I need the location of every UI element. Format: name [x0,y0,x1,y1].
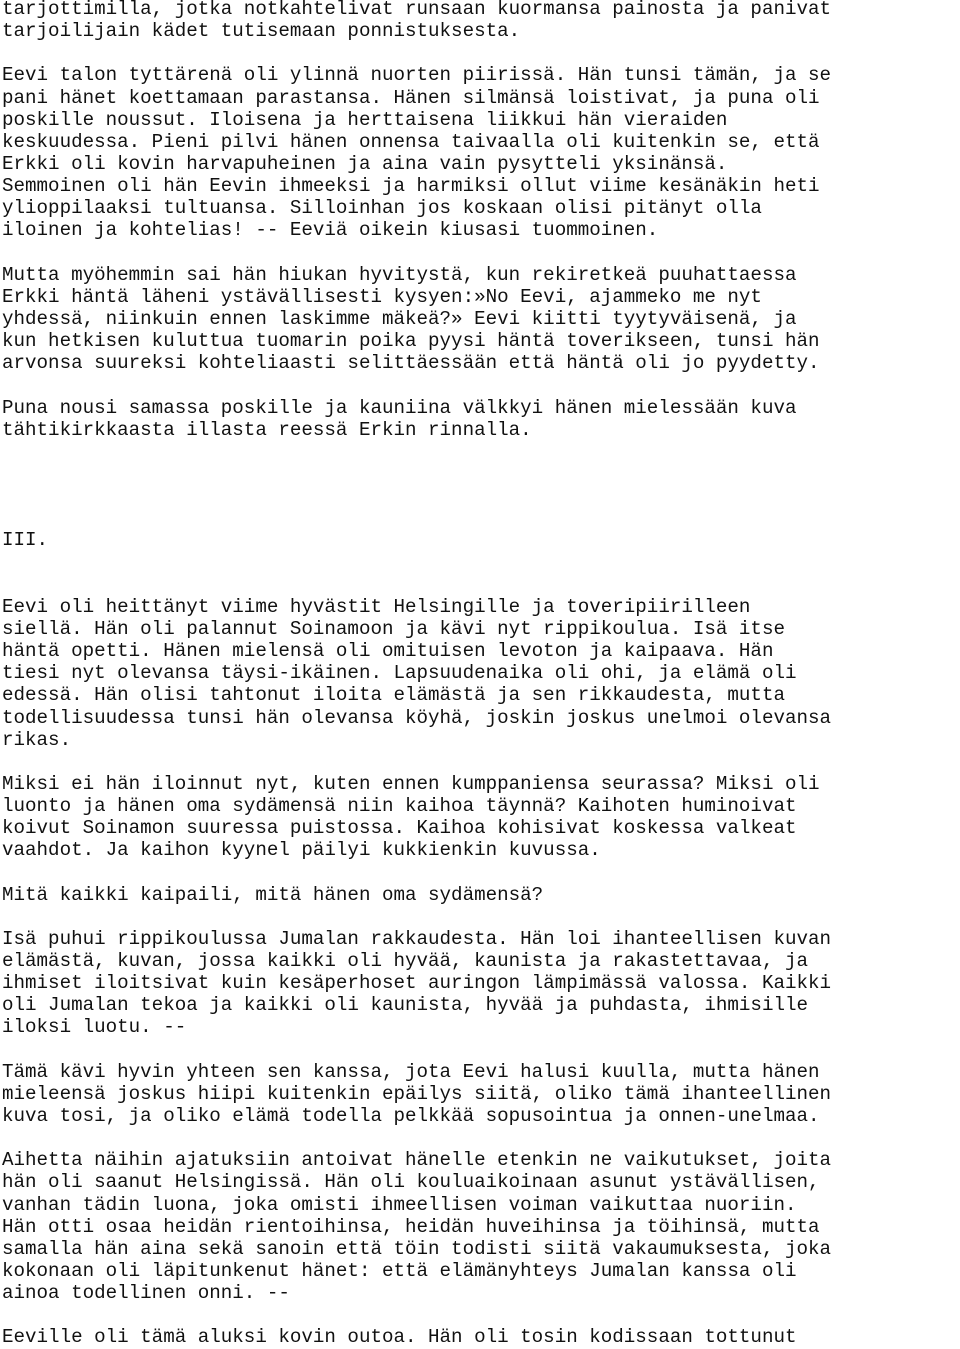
text-line: kokonaan oli läpitunkenut hänet: että elämänyhteys Jumalan kanssa oli [2,1260,797,1283]
text-line: edessä. Hän olisi tahtonut iloita elämästä ja sen rikkaudesta, mutta [2,684,785,707]
blank-line [2,374,960,396]
text-line: pani hänet koettamaan parastansa. Hänen silmänsä loistivat, ja puna oli [2,86,820,109]
text-line: Isä puhui rippikoulussa Jumalan rakkaudesta. Hän loi ihanteellisen kuvan [2,927,832,950]
blank-line [2,1127,960,1149]
text-line: Mitä kaikki kaipaili, mitä hänen oma sydämensä? [2,883,544,906]
text-line: tähtikirkkaasta illasta reessä Erkin rinnalla. [2,418,532,441]
text-line: keskuudessa. Pieni pilvi hänen onnensa taivaalla oli kuitenkin se, että [2,130,820,153]
text-line: vaahdot. Ja kaihon kyynel päilyi kukkienkin kuvussa. [2,839,601,862]
text-line: Hän otti osaa heidän rientoihinsa, heidän huveihinsa ja töihinsä, mutta [2,1215,820,1238]
text-line: Eeville oli tämä aluksi kovin outoa. Hän oli tosin kodissaan tottunut [2,1326,797,1349]
blank-line [2,42,960,64]
text-line: Puna nousi samassa poskille ja kauniina välkkyi hänen mielessään kuva [2,396,797,419]
blank-line [2,552,960,574]
blank-line [2,463,960,485]
text-line: Semmoinen oli hän Eevin ihmeeksi ja harmiksi ollut viime kesänäkin heti [2,175,820,198]
blank-line [2,751,960,773]
text-line: poskille noussut. Iloisena ja herttaisena liikkui hän vieraiden [2,108,728,131]
text-line: vanhan tädin luona, joka omisti ihmeellisen voiman vaikuttaa nuoriin. [2,1193,797,1216]
blank-line [2,1304,960,1326]
blank-line [2,861,960,883]
text-line: ihmiset iloitsivat kuin kesäperhoset auringon lämpimässä valossa. Kaikki [2,972,832,995]
text-line: rikas. [2,728,72,751]
text-line: Miksi ei hän iloinnut nyt, kuten ennen kumppaniensa seurassa? Miksi oli [2,772,820,795]
text-line: kun hetkisen kuluttua tuomarin poika pyysi häntä toverikseen, tunsi hän [2,330,820,353]
blank-line [2,507,960,529]
text-line: samalla hän aina sekä sanoin että töin todisti siitä vakaumuksesta, joka [2,1237,832,1260]
text-line: hän oli saanut Helsingissä. Hän oli kouluaikoinaan asunut ystävällisen, [2,1171,820,1194]
blank-line [2,441,960,463]
document-text-body [2,0,960,1349]
text-line: tarjoilijain kädet tutisemaan ponnistuksesta. [2,20,521,43]
text-line: Erkki oli kovin harvapuheinen ja aina vain pysytteli yksinänsä. [2,152,728,175]
text-line: iloinen ja kohtelias! -- Eeviä oikein kiusasi tuommoinen. [2,219,659,242]
blank-line [2,574,960,596]
text-line: iloksi luotu. -- [2,1016,187,1039]
text-line: koivut Soinamon suuressa puistossa. Kaihoa kohisivat koskessa valkeat [2,817,797,840]
blank-line [2,242,960,264]
text-line: Eevi oli heittänyt viime hyvästit Helsingille ja toveripiirilleen [2,595,751,618]
text-line: häntä opetti. Hänen mielensä oli omituisen levoton ja kaipaava. Hän [2,640,774,663]
text-line: tiesi nyt olevansa täysi-ikäinen. Lapsuudenaika oli ohi, ja elämä oli [2,662,797,685]
text-line: yhdessä, niinkuin ennen laskimme mäkeä?» Eevi kiitti tyytyväisenä, ja [2,307,797,330]
text-line: Erkki häntä läheni ystävällisesti kysyen:»No Eevi, ajammeko me nyt [2,285,762,308]
text-line: Tämä kävi hyvin yhteen sen kanssa, jota Eevi halusi kuulla, mutta hänen [2,1060,820,1083]
text-line: mieleensä joskus hiipi kuitenkin epäilys siitä, oliko tämä ihanteellinen [2,1082,832,1105]
text-line: oli Jumalan tekoa ja kaikki oli kaunista, hyvää ja puhdasta, ihmisille [2,994,809,1017]
text-line: ylioppilaaksi tultuansa. Silloinhan jos koskaan olisi pitänyt olla [2,197,762,220]
text-line: Aihetta näihin ajatuksiin antoivat hänelle etenkin ne vaikutukset, joita [2,1149,832,1172]
blank-line [2,906,960,928]
text-line: Mutta myöhemmin sai hän hiukan hyvitystä, kun rekiretkeä puuhattaessa [2,263,797,286]
text-line: todellisuudessa tunsi hän olevansa köyhä, joskin joskus unelmoi olevansa [2,706,832,729]
text-line: Eevi talon tyttärenä oli ylinnä nuorten piirissä. Hän tunsi tämän, ja se [2,64,832,87]
text-line: III. [2,529,49,552]
blank-line [2,485,960,507]
text-line: luonto ja hänen oma sydämensä niin kaihoa täynnä? Kaihoten huminoivat [2,795,797,818]
text-line: elämästä, kuvan, jossa kaikki oli hyvää, kaunista ja rakastettavaa, ja [2,950,809,973]
text-line: ainoa todellinen onni. -- [2,1282,290,1305]
text-line: tarjottimilla, jotka notkahtelivat runsaan kuormansa painosta ja panivat [2,0,832,20]
text-line: arvonsa suureksi kohteliaasti selittäessään että häntä oli jo pyydetty. [2,352,820,375]
text-line: siellä. Hän oli palannut Soinamoon ja kävi nyt rippikoulua. Isä itse [2,617,785,640]
text-line: kuva tosi, ja oliko elämä todella pelkkää sopusointua ja onnen-unelmaa. [2,1105,820,1128]
blank-line [2,1039,960,1061]
